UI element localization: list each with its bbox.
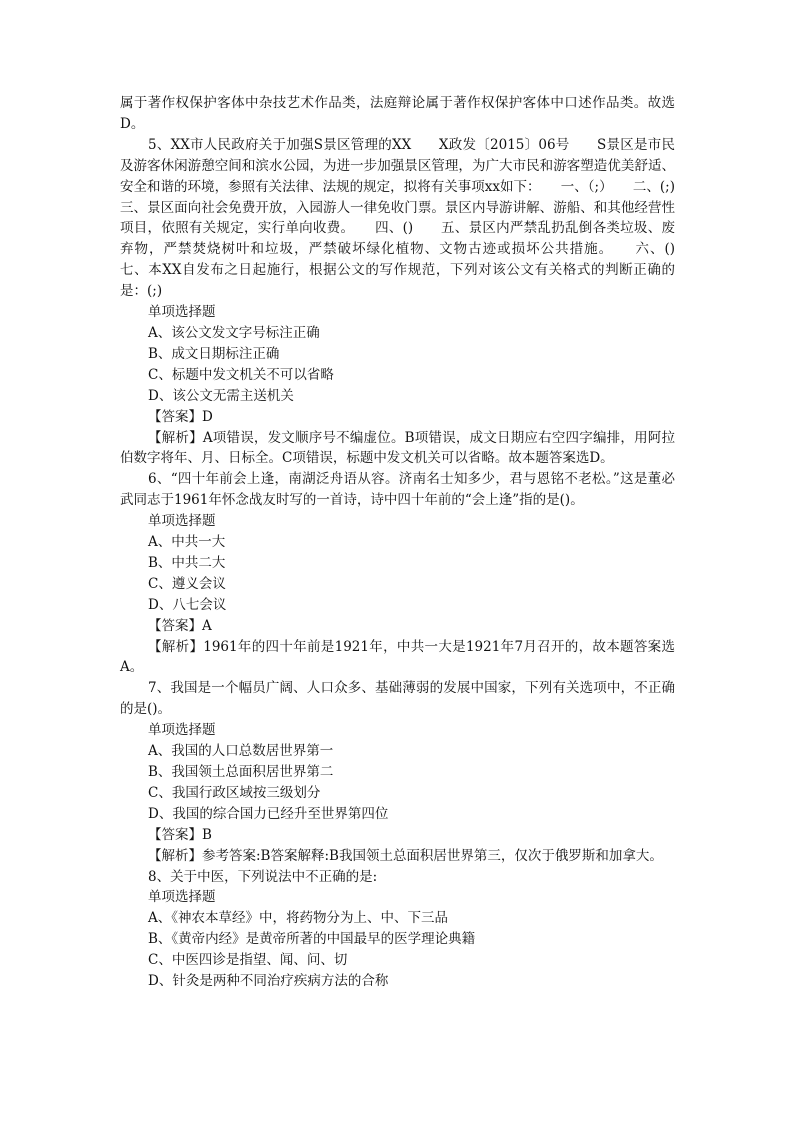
option-b: B、中共二大 (148, 554, 226, 571)
answer-line: 【答案】B (148, 826, 212, 843)
question-type-label: 单项选择题 (148, 513, 216, 530)
question-6-stem: 6、“四十年前会上逢，南湖泛舟语从容。济南名士知多少，君与恩铭不老松。”这是董必武同志于1961年怀念战友时写的一首诗，诗中四十年前的“会上逢”指的是()。 (120, 471, 675, 509)
answer-line: 【答案】D (148, 408, 213, 425)
option-a: A、《神农本草经》中，将药物分为上、中、下三品 (148, 910, 448, 927)
question-type-label: 单项选择题 (148, 889, 216, 906)
option-b: B、《黄帝内经》是黄帝所著的中国最早的医学理论典籍 (148, 931, 476, 948)
question-type-label: 单项选择题 (148, 722, 216, 739)
option-c: C、遵义会议 (148, 575, 226, 592)
option-b: B、成文日期标注正确 (148, 345, 280, 362)
option-d: D、针灸是两种不同治疗疾病方法的合称 (148, 973, 389, 990)
answer-line: 【答案】A (148, 617, 212, 634)
question-7-stem: 7、我国是一个幅员广阔、人口众多、基础薄弱的发展中国家，下列有关选项中，不正确的是()。 (120, 680, 675, 718)
continued-paragraph: 属于著作权保护客体中杂技艺术作品类，法庭辩论属于著作权保护客体中口述作品类。故选D。 (120, 95, 675, 132)
option-b: B、我国领土总面积居世界第二 (148, 764, 334, 780)
option-a: A、我国的人口总数居世界第一 (148, 743, 334, 760)
option-d: D、八七会议 (148, 596, 227, 613)
option-c: C、标题中发文机关不可以省略 (148, 366, 334, 383)
question-type-label: 单项选择题 (148, 304, 216, 321)
question-5-stem: 5、XX市人民政府关于加强S景区管理的XX X政发〔2015〕06号 S景区是市民及游客休闲游憩空间和滨水公园，为进一步加强景区管理，为广大市民和游客塑造优美舒适、安全和谐的环境，参照有关法律、法规的规定，拟将有关事项xx如下： 一、（;） 二、(;) 三、景区面向社会免费开放，入园游人一律免收门票。景区内导游讲解、游船、和其他经营性项目，依照有关规定，实行单向收费。 四、() 五、景区内严禁乱扔乱倒各类垃圾、废弃物，严禁焚烧树叶和垃圾，严禁破坏绿化植物、文物古迹或损坏公共措施。 六、() 七、本XX自发布之日起施行，根据公文的写作规范，下列对该公文有关格式的判断正确的是：(;) (120, 136, 702, 300)
option-c: C、中医四诊是指望、闻、问、切 (148, 952, 348, 969)
explanation-paragraph: 【解析】A项错误，发文顺序号不编虚位。B项错误，成文日期应右空四字编排，用阿拉伯数字将年、月、日标全。C项错误，标题中发文机关可以省略。故本题答案选D。 (120, 429, 675, 467)
question-8-stem: 8、关于中医，下列说法中不正确的是: (148, 868, 378, 885)
option-a: A、该公文发文字号标注正确 (148, 324, 320, 341)
option-d: D、该公文无需主送机关 (148, 387, 294, 404)
option-d: D、我国的综合国力已经升至世界第四位 (148, 805, 389, 822)
option-c: C、我国行政区域按三级划分 (148, 784, 321, 801)
explanation-paragraph: 【解析】1961年的四十年前是1921年，中共一大是1921年7月召开的，故本题答案选A。 (120, 638, 675, 676)
document-body (120, 93, 702, 992)
explanation-paragraph: 【解析】参考答案:B答案解释:B我国领土总面积居世界第三，仅次于俄罗斯和加拿大。 (148, 847, 663, 864)
option-a: A、中共一大 (148, 534, 226, 551)
